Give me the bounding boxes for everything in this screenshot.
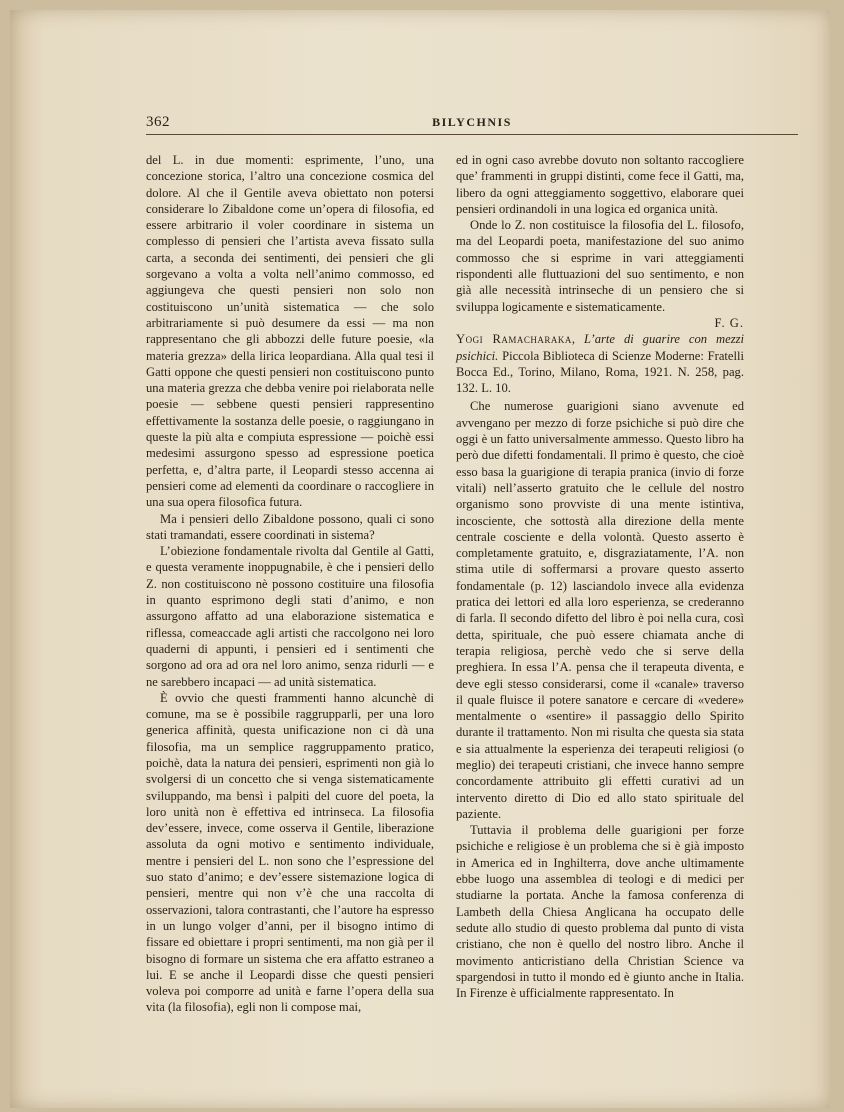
running-title: BILYCHNIS [432,115,512,129]
paragraph: Onde lo Z. non costituisce la filosofia del L. filosofo, ma del Leopardi poeta, manifestazione del suo animo commosso che si esprime in vari atteggiamenti rispondenti alle fluttuazioni del suo sentimento, e non già alle necessità intrinseche di un pensiero che si sviluppa logicamente e sistematicamente. [456,218,744,314]
left-column [146,152,434,1016]
paragraph: Che numerose guarigioni siano avvenute ed avvengano per mezzo di forze psichiche si può dire che oggi è un fatto universalmente ammesso. Questo libro ha però due difetti fondamentali. Il primo è questo, che cioè esso basa la guarigione di terapia pranica (invio di forze vitali) nell’asserto gratuito che le cellule del nostro organismo sono provviste di una mente istintiva, incosciente, che sottostà alla direzione della mente centrale cosciente e della volontà. Questo asserto è completamente gratuito, e, disgraziatamente, l’A. non stima utile di soffermarsi a provare questo asserto fondamentale (p. 12) lasciandolo invece alla evidenza pratica dei lettori ed alla loro esperienza, se crederanno di farla. Il secondo difetto del libro è poi nella cura, così detta, spirituale, che può essere chiamata anche di terapia religiosa, perchè vedo che si serve della preghiera. In essa l’A. pensa che il terapeuta diventa, e deve egli stesso considerarsi, come il «canale» traverso il quale fluisce il potere sanatore e cercare di «vedere» mentalmente o «sentire» il passaggio dello Spirito durante il trattamento. Non mi risulta che questa sia stata e sia attualmente la esperienza dei terapeuti religiosi (o meglio) dei terapeuti cristiani, che invece hanno sempre concordamente attribuito gli effetti curativi ad un intervento diretto di Dio ed allo stato spirituale del paziente. [456,399,744,821]
paragraph: del L. in due momenti: esprimente, l’uno, una concezione storica, l’altro una concezione cosmica del dolore. Al che il Gentile aveva obiettato non potersi considerare lo Zibaldone come un’opera di filosofia, ed essere arbitrario il voler coordinare in sistema un complesso di pensieri che l’artista aveva fissato sulla carta, a seconda dei sentimenti, dei pensieri che gli sorgevano a volta a volta nell’animo commosso, ed aggiungeva che questi pensieri non solo non costituiscono un’unità sistematica — che solo arbitrariamente si può desumere da essi — ma non rappresentano che gli abbozzi delle future poesie, «la materia grezza» della lirica leopardiana. Alla qual tesi il Gatti oppone che questi pensieri non costituiscono punto una materia grezza che debba venire poi rielaborata nelle poesie — sebbene questi pensieri rappresentino effettivamente la sostanza delle poesie, o raggiungano in queste la più alta e compiuta espressione — poichè essi medesimi assurgono spesso ad espressione poetica perfetta, e, d’altra parte, il Leopardi stesso accenna ai pensieri come ad elementi da coordinare o raccogliere in una sua opera filosofica futura. [146,153,434,510]
review-heading: Yogi Ramacharaka, L’arte di guarire con mezzi psichici. Piccola Biblioteca di Scienze Moderne: Fratelli Bocca Ed., Torino, Milano, Roma, 1921. N. 258, pag. 132. L. 10. [456,332,744,396]
page-header [146,114,798,134]
paragraph: È ovvio che questi frammenti hanno alcunchè di comune, ma se è possibile raggrupparli, per una loro generica affinità, questa unificazione non ci dà una filosofia, ma un semplice raggruppamento pratico, poichè, data la natura dei pensieri, esprimenti non già lo svolgersi di un concetto che si venga sistematicamente sviluppando, ma bensì i palpiti del cuore del poeta, la loro unità non è effettiva ed intrinseca. La filosofia dev’essere, invece, come osserva il Gentile, liberazione assoluta da ogni motivo e sentimento individuale, mentre i pensieri del L. non sono che l’espressione del suo stato d’animo; e dev’essere sistemazione logica di pensieri, mentre qui non v’è che una raccolta di osservazioni, talora contrastanti, che l’autore ha espresso in un lungo volger d’anni, per il bisogno intimo di fissare ed obiettare i propri sentimenti, ma non già per il bisogno di formare un sistema che era affatto estraneo a lui. E se anche il Leopardi disse che questi pensieri voleva poi comporre ad unità e farne l’opera della sua vita (la filosofia), egli non li compose mai, [146,690,434,1015]
paragraph: Tuttavia il problema delle guarigioni per forze psichiche e religiose è un problema che si è già imposto in America ed in Inghilterra, dove anche ultimamente ebbe luogo una assemblea di teologi e di medici per studiarne la portata. Anche la famosa conferenza di Lambeth della Chiesa Anglicana ha occupato delle sedute allo studio di questo problema dal punto di vista cristiano, che non è quello del nostro libro. Anche il movimento anticristiano della Christian Science va spargendosi in tutto il mondo ed è giunto anche in Italia. In Firenze è ufficialmente rappresentato. In [456,823,744,1001]
paragraph: ed in ogni caso avrebbe dovuto non soltanto raccogliere que’ frammenti in gruppi distinti, come fece il Gatti, ma, libero da ogni atteggiamento soggettivo, elaborare quei pensieri ordinandoli in una logica ed organica unità. [456,153,744,216]
right-column [456,152,744,1001]
paragraph: Ma i pensieri dello Zibaldone possono, quali ci sono stati tramandati, essere coordinati in sistema? [146,511,434,542]
signature: F. G. [714,315,744,330]
review-author: Yogi Ramacharaka [456,332,572,347]
review-title: L’arte di guarire con mezzi psichici. [456,332,744,363]
page-number: 362 [146,114,170,130]
paragraph: L’obiezione fondamentale rivolta dal Gentile al Gatti, e questa veramente inoppugnabile, è che i pensieri dello Z. non costituiscono nè possono costituire una filosofia in quanto esprimono degli stati d’animo, e non assurgono affatto ad una elaborazione sistematica e riflessa, comeaccade agli artisti che raccolgono nei loro quaderni di appunti, i pensieri ed i sentimenti che sorgono ad ora ad ora nel loro animo, senza ridurli — e ne sarebbero incapaci — ad unità sistematica. [146,544,434,689]
header-rule [146,134,798,135]
review-details: Piccola Biblioteca di Scienze Moderne: Fratelli Bocca Ed., Torino, Milano, Roma, 1921. N. 258, pag. 132. L. 10. [456,348,744,396]
